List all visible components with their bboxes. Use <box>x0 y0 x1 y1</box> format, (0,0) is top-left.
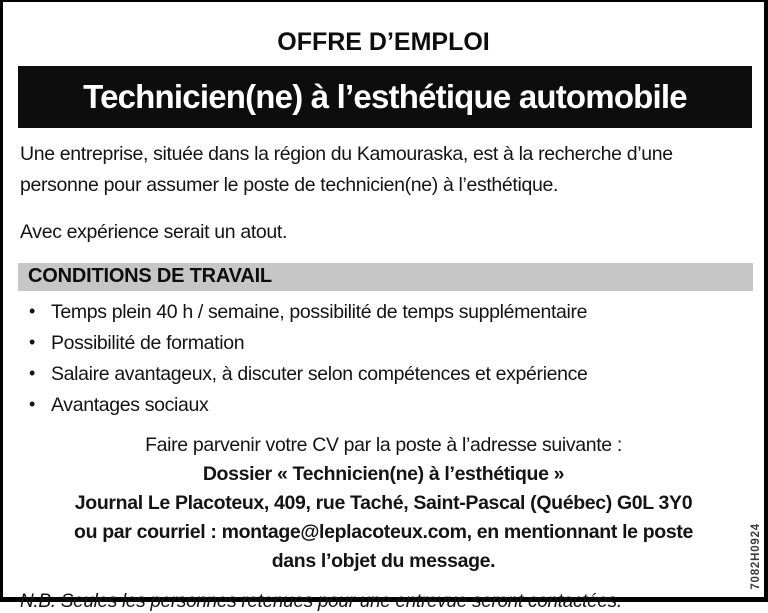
conditions-heading: CONDITIONS DE TRAVAIL <box>18 263 753 291</box>
condition-item <box>20 363 746 385</box>
bullet-icon: • <box>29 332 35 352</box>
apply-line-address: Journal Le Placoteux, 409, rue Taché, Saint-Pascal (Québec) G0L 3Y0 <box>74 492 693 514</box>
apply-instructions <box>23 431 744 576</box>
condition-item-label: Temps plein 40 h / semaine, possibilité de temps supplémentaire <box>51 301 588 323</box>
footnote: N.B. Seules les personnes retenues pour une entrevue seront contactées. <box>20 591 622 612</box>
bullet-icon: • <box>29 363 35 383</box>
conditions-list <box>20 301 746 416</box>
experience-note: Avec expérience serait un atout. <box>20 221 288 243</box>
apply-line-subject: dans l’objet du message. <box>271 550 496 572</box>
apply-line-email: ou par courriel : montage@leplacoteux.com, en mentionnant le poste <box>74 521 693 543</box>
apply-line-dossier: Dossier « Technicien(ne) à l’esthétique » <box>202 463 565 485</box>
condition-item-label: Salaire avantageux, à discuter selon compétences et expérience <box>51 363 588 385</box>
offer-kicker: OFFRE D’EMPLOI <box>277 28 490 56</box>
intro-paragraph: Une entreprise, située dans la région du Kamouraska, est à la recherche d’une personne pour assumer le poste de technicien(ne) à l’esthétique. <box>20 143 673 196</box>
ad-reference-code: 7082H0924 <box>750 523 762 590</box>
condition-item <box>20 394 746 416</box>
condition-item-label: Avantages sociaux <box>51 394 209 416</box>
bullet-icon: • <box>29 394 35 414</box>
condition-item-label: Possibilité de formation <box>51 332 245 354</box>
condition-item <box>20 301 746 323</box>
apply-line-intro: Faire parvenir votre CV par la poste à l’adresse suivante : <box>145 434 622 456</box>
job-title: Technicien(ne) à l’esthétique automobile <box>83 78 687 115</box>
job-title-banner <box>18 66 752 128</box>
condition-item <box>20 332 746 354</box>
bullet-icon: • <box>29 301 35 321</box>
